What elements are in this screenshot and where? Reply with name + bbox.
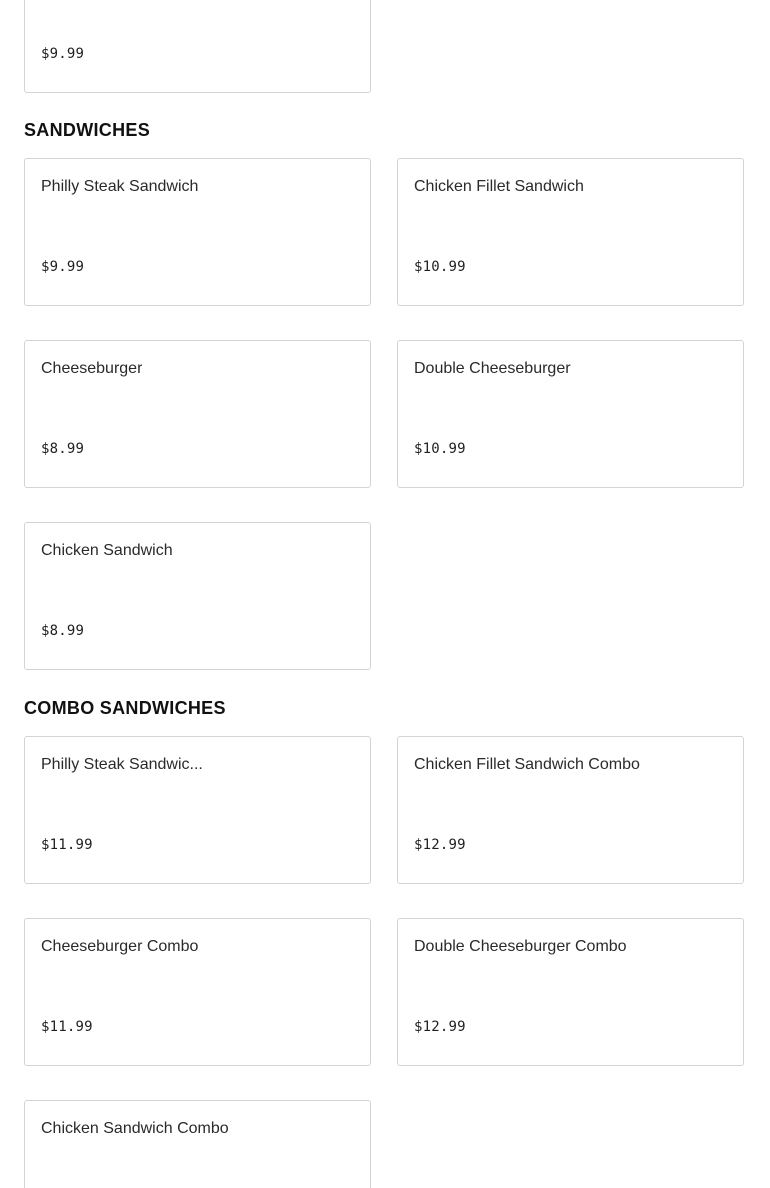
item-price: $8.99 [41,441,85,457]
item-price: $9.99 [41,259,85,275]
item-price: $11.99 [41,1019,93,1035]
item-name: Double Cheeseburger Combo [414,938,627,955]
menu-item-card[interactable] [24,340,371,488]
menu-item-card[interactable] [24,918,371,1066]
item-price: $12.99 [414,1019,466,1035]
item-price: $8.99 [41,623,85,639]
menu-item-card[interactable] [24,158,371,306]
menu-item-card[interactable] [397,340,744,488]
menu-item-card[interactable] [397,918,744,1066]
item-price: $10.99 [414,441,466,457]
item-price: $9.99 [41,46,85,62]
item-price: $11.99 [41,837,93,853]
menu-item-card[interactable] [397,736,744,884]
item-price: $12.99 [414,837,466,853]
section-title-sandwiches: SANDWICHES [24,120,151,140]
menu-item-card[interactable] [24,522,371,670]
item-name: Cheeseburger [41,360,143,377]
menu-item-card[interactable] [397,158,744,306]
item-name: Chicken Sandwich Combo [41,1120,229,1137]
item-price: $10.99 [414,259,466,275]
item-name: Chicken Sandwich [41,542,173,559]
menu-item-card[interactable] [24,736,371,884]
item-name: Philly Steak Sandwich [41,178,199,195]
menu-item-card[interactable] [24,1100,371,1188]
item-name: Chicken Fillet Sandwich Combo [414,756,640,773]
item-name: Cheeseburger Combo [41,938,199,955]
section-title-combo-sandwiches: COMBO SANDWICHES [24,698,226,718]
item-name: Double Cheeseburger [414,360,571,377]
item-name: Philly Steak Sandwic... [41,756,203,773]
item-name: Chicken Fillet Sandwich [414,178,584,195]
menu-item-card[interactable] [24,0,371,93]
